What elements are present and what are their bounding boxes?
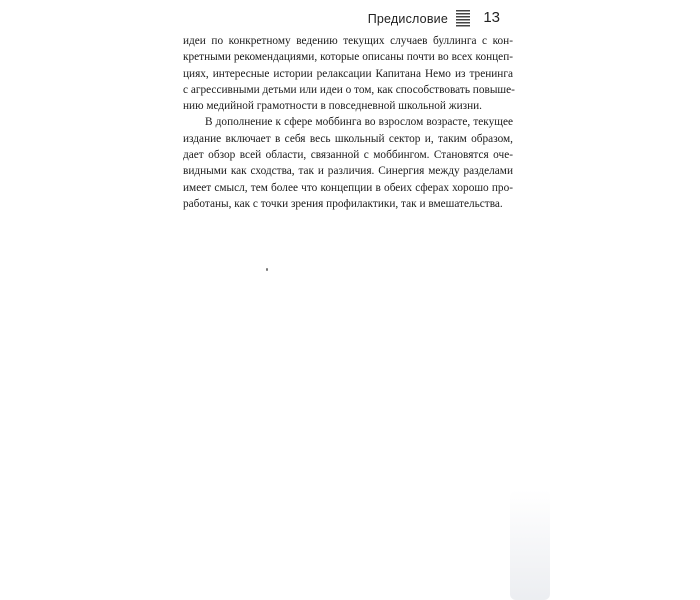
text-line: дает обзор всей области, связанной с моббингом. Становятся оче- <box>183 149 513 162</box>
paragraph-2 <box>183 114 513 212</box>
text-line: издание включает в себя весь школьный сектор и, таким образом, <box>183 132 513 145</box>
text-line: имеет смысл, тем более что концепции в обеих сферах хорошо про- <box>183 181 513 194</box>
header-bars-ornament <box>456 10 470 27</box>
body-text <box>183 33 513 212</box>
scan-speck <box>266 268 268 271</box>
scan-shadow <box>510 490 550 600</box>
running-header <box>180 6 500 30</box>
paragraph-1 <box>183 33 513 114</box>
text-line: с агрессивными детьми или идеи о том, как способствовать повыше- <box>183 83 515 96</box>
section-title: Предисловие <box>367 12 448 26</box>
text-line: работаны, как с точки зрения профилактики, так и вмешательства. <box>183 197 503 210</box>
page-number: 13 <box>483 9 500 26</box>
text-line: В дополнение к сфере моббинга во взрослом возрасте, текущее <box>205 116 513 129</box>
text-line: циях, интересные истории релаксации Капитана Немо из тренинга <box>183 67 513 80</box>
text-line: нию медийной грамотности в повседневной школьной жизни. <box>183 100 482 113</box>
text-line: кретными рекомендациями, которые описаны почти во всех концеп- <box>183 51 513 64</box>
text-line: идеи по конкретному ведению текущих случаев буллинга с кон- <box>183 35 513 47</box>
text-line: видными как сходства, так и различия. Синергия между разделами <box>183 165 513 178</box>
